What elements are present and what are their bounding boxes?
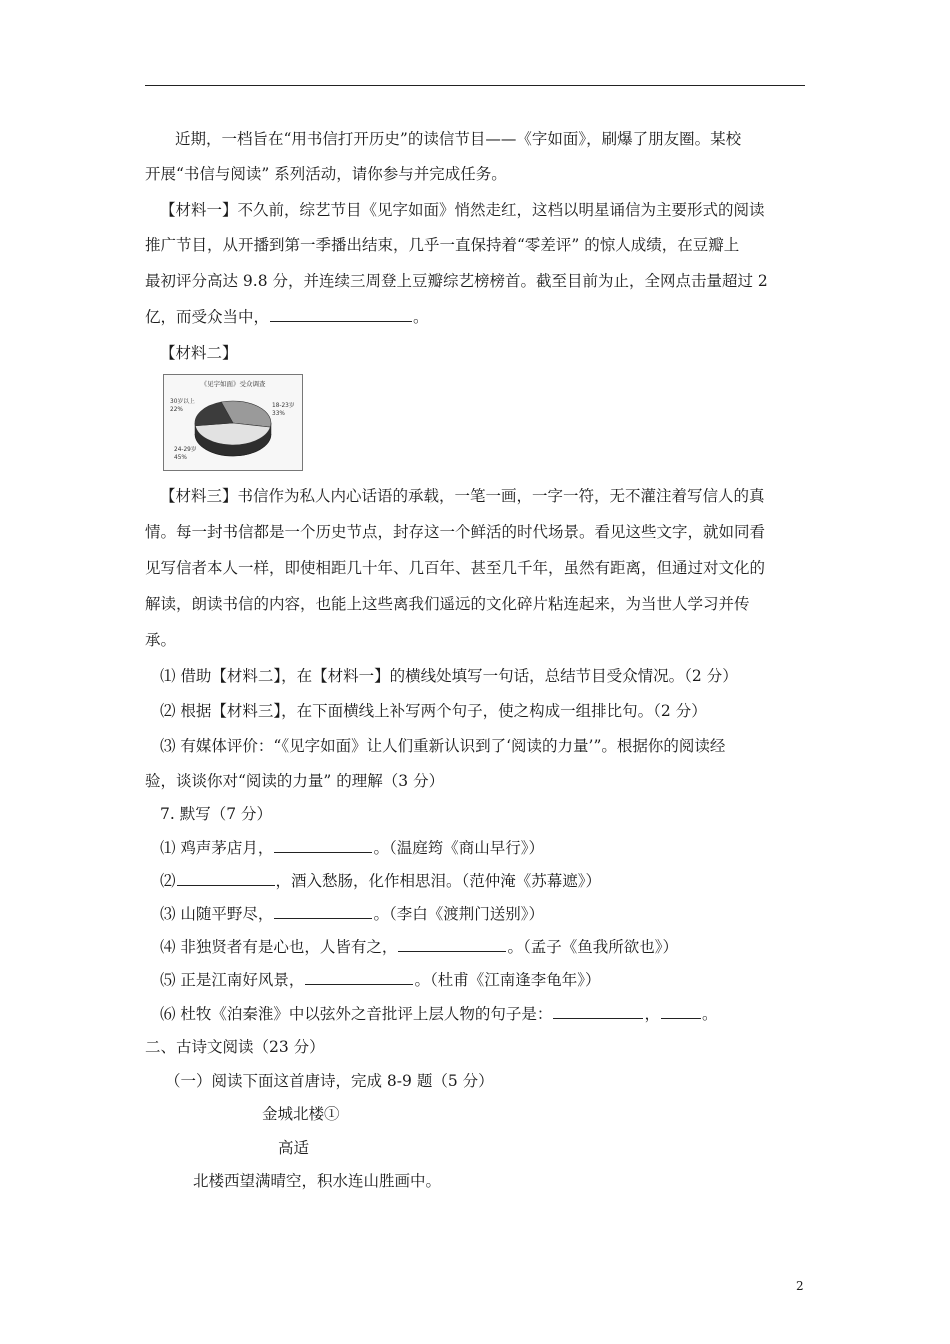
poem-title: 金城北楼① [262,1105,340,1123]
dictation-heading: 7. 默写（7 分） [160,805,273,823]
dictation-item-1 [160,838,544,858]
intro-line-2: 开展“书信与阅读” 系列活动，请你参与并完成任务。 [145,165,507,183]
material1-line-3: 最初评分高达 9.8 分，并连续三周登上豆瓣综艺榜榜首。截至目前为止，全网点击量超过 2 [145,272,768,290]
answer-blank[interactable] [305,970,413,985]
question-3-line-2: 验，谈谈你对“阅读的力量” 的理解（3 分） [145,772,445,790]
question-1: ⑴ 借助【材料二】，在【材料一】的横线处填写一句话，总结节目受众情况。（2 分） [160,667,738,685]
material1-line-4-text: 亿，而受众当中， [145,308,270,326]
question-3-line-1: ⑶ 有媒体评价：“《见字如面》让人们重新认识到了‘阅读的力量’”。根据你的阅读经 [160,737,726,755]
material1-line-4 [145,307,429,327]
dictation-item-4-source: 。（孟子《鱼我所欲也》） [507,938,678,956]
dictation-item-2 [160,871,601,891]
dictation-item-4 [160,937,678,957]
pie-group [195,401,271,456]
dictation-item-6-text: ⑹ 杜牧《泊秦淮》中以弦外之音批评上层人物的句子是： [160,1005,553,1023]
dictation-item-6-end: 。 [701,1005,718,1023]
dictation-item-5-source: 。（杜甫《江南逢李龟年》） [414,971,601,989]
answer-blank[interactable] [177,871,275,886]
slice-value-24-29: 45% [174,455,187,461]
intro-line-1: 近期，一档旨在“用书信打开历史”的读信节目——《字如面》，刷爆了朋友圈。某校 [175,130,742,148]
answer-blank[interactable] [274,904,372,919]
section-2-heading: 二、古诗文阅读（23 分） [145,1038,325,1056]
material3-line-5: 承。 [145,631,177,649]
answer-blank[interactable] [274,838,372,853]
slice-value-30plus: 22% [170,407,183,413]
answer-blank[interactable] [270,307,412,322]
material3-line-4: 解读，朗读书信的内容，也能上这些离我们遥远的文化碎片粘连起来，为当世人学习并传 [145,595,750,613]
material3-line-2: 情。每一封书信都是一个历史节点，封存这一个鲜活的时代场景。看见这些文字，就如同看 [145,523,766,541]
slice-label-18-23: 18-23岁 [272,403,295,409]
dictation-item-2-number: ⑵ [160,872,176,890]
answer-blank[interactable] [398,937,506,952]
dictation-item-1-text: ⑴ 鸡声茅店月， [160,839,274,857]
answer-blank[interactable] [553,1004,643,1019]
section-2-subheading: （一）阅读下面这首唐诗，完成 8-9 题（5 分） [165,1072,494,1090]
material3-line-3: 见写信者本人一样，即使相距几十年、几百年、甚至几千年，虽然有距离，但通过对文化的 [145,559,766,577]
dictation-item-2-text: ，酒入愁肠，化作相思泪。（范仲淹《苏幕遮》） [275,872,602,890]
dictation-item-5-text: ⑸ 正是江南好风景， [160,971,305,989]
dictation-item-6 [160,1004,717,1024]
header-rule [145,85,805,86]
dictation-item-1-source: 。（温庭筠《商山早行》） [373,839,544,857]
slice-label-30plus: 30岁以上 [170,399,195,405]
material1-line-1: 【材料一】不久前，综艺节目《见字如面》悄然走红，这档以明星诵信为主要形式的阅读 [160,201,765,219]
poem-line-1: 北楼西望满晴空，积水连山胜画中。 [193,1172,442,1190]
page-number: 2 [796,1279,804,1293]
dictation-item-3-text: ⑶ 山随平野尽， [160,905,274,923]
dictation-item-6-comma: ， [644,1005,660,1023]
dictation-item-3 [160,904,544,924]
audience-pie-chart [163,374,303,471]
chart-title: 《见字如面》受众调查 [200,380,266,388]
slice-label-24-29: 24-29岁 [174,447,197,453]
slice-value-18-23: 33% [272,411,285,417]
material1-line-4-end: 。 [413,308,429,326]
poem-author: 高适 [278,1139,310,1157]
pie-chart-svg [164,375,302,470]
dictation-item-3-source: 。（李白《渡荆门送别》） [373,905,544,923]
material2-label: 【材料二】 [160,344,238,362]
question-2: ⑵ 根据【材料三】，在下面横线上补写两个句子，使之构成一组排比句。（2 分） [160,702,707,720]
answer-blank[interactable] [661,1004,701,1019]
material1-line-2: 推广节目，从开播到第一季播出结束，几乎一直保持着“零差评” 的惊人成绩，在豆瓣上 [145,236,740,254]
dictation-item-5 [160,970,600,990]
material3-line-1: 【材料三】书信作为私人内心话语的承载，一笔一画，一字一符，无不灌注着写信人的真 [160,487,765,505]
dictation-item-4-text: ⑷ 非独贤者有是心也，人皆有之， [160,938,398,956]
